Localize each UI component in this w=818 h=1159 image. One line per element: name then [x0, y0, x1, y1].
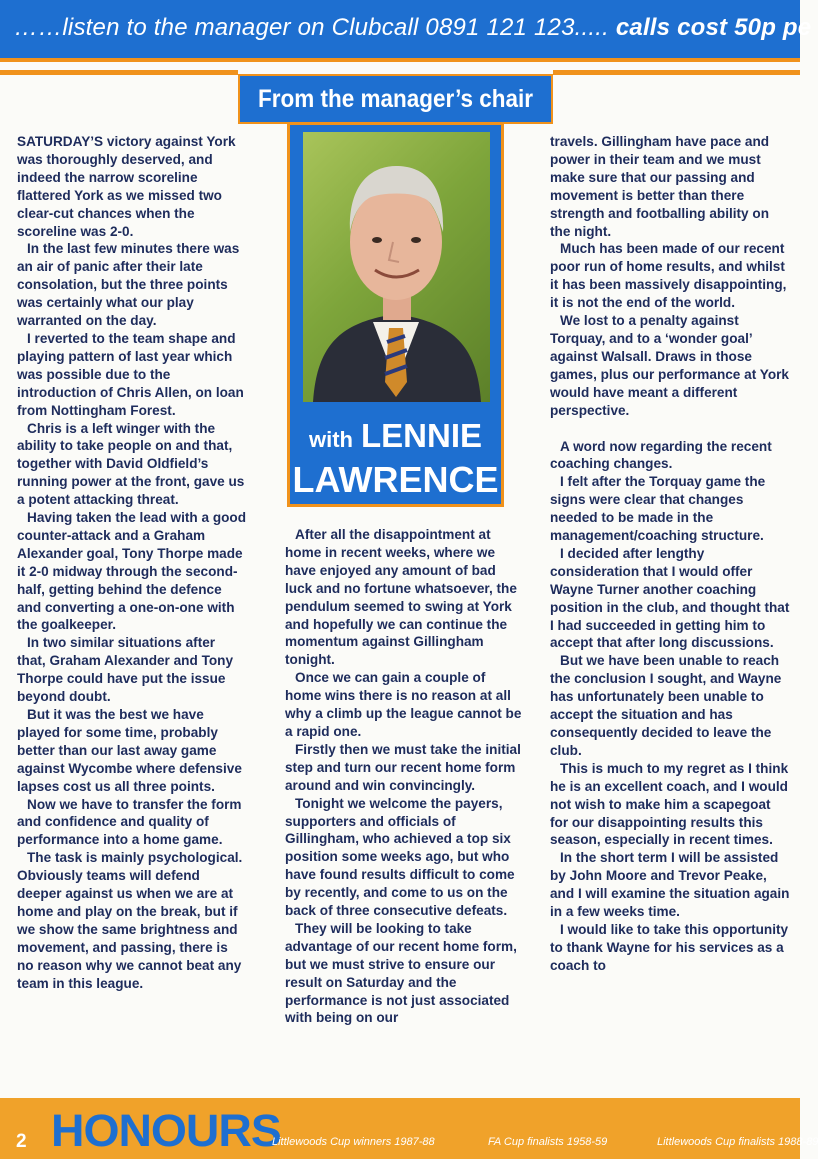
paragraph: Firstly then we must take the initial step and turn our recent home form around and win convincingly.	[285, 741, 521, 793]
paragraph: We lost to a penalty against Torquay, and to a ‘wonder goal’ against Walsall. Draws in those games, plus our performance at York would have meant a different perspective.	[550, 313, 789, 418]
paragraph: Having taken the lead with a good counter-attack and a Graham Alexander goal, Tony Thorpe made it 2-0 midway through the second-half, getting behind the defence and converting a one-on-one with the goalkeeper.	[17, 510, 247, 633]
byline-first-name: LENNIE	[360, 417, 482, 454]
honour-item: Littlewoods Cup finalists 1988-89	[657, 1136, 818, 1148]
paragraph: Now we have to transfer the form and confidence and quality of performance into a home game.	[17, 796, 242, 848]
clubcall-text	[14, 14, 811, 42]
paragraph: travels. Gillingham have pace and power in their team and we must make sure that our passing and movement is better than there strength and footballing ability on the night.	[550, 134, 770, 239]
paragraph: I reverted to the team shape and playing pattern of last year which was possible due to the introduction of Chris Allen, on loan from Nottingham Forest.	[17, 330, 244, 418]
byline-last-name: LAWRENCE	[292, 459, 499, 500]
paragraph: SATURDAY’S victory against York was thoroughly deserved, and indeed the narrow scoreline flattered York as we missed two clear-cut chances when the scoreline was 2-0.	[17, 134, 236, 239]
article-column-3	[550, 133, 790, 975]
paragraph: I decided after lengthy consideration that I would offer Wayne Turner another coaching position in the club, and thought that I had succeeded in getting him to accept that after long discussions.	[550, 545, 790, 651]
page-number: 2	[16, 1131, 27, 1152]
paragraph: They will be looking to take advantage of our recent home form, but we must strive to ensure our result on Saturday and the performance is not just associated with being on our	[285, 920, 517, 1026]
orange-divider-right	[553, 70, 800, 75]
paragraph: The task is mainly psychological. Obviously teams will defend deeper against us when we are at home and play on the break, but if we show the same brightness and movement, and passing, there is no reason why we cannot beat any team in this league.	[17, 850, 243, 991]
paragraph: Much has been made of our recent poor run of home results, and whilst it has been massively disappointing, it is not the end of the world.	[550, 241, 787, 311]
section-title: From the manager’s chair	[257, 85, 534, 113]
honour-item: Littlewoods Cup winners 1987-88	[272, 1136, 435, 1148]
orange-divider-left	[0, 70, 238, 75]
paragraph: But we have been unable to reach the conclusion I sought, and Wayne has unfortunately been unable to accept the situation and has consequently decided to leave the club.	[550, 653, 782, 758]
paragraph: Tonight we welcome the payers, supporters and officials of Gillingham, who achieved a top six position some weeks ago, but who have found results difficult to come by recently, and come to us on the back of three consecutive defeats.	[285, 795, 515, 919]
section-title-box	[238, 74, 553, 124]
paragraph: Chris is a left winger with the ability to take people on and that, together with David Oldfield’s running power at the front, gave us a potent attacking threat.	[17, 420, 245, 508]
honours-heading: HONOURS	[51, 1105, 281, 1156]
manager-photo-panel	[287, 122, 504, 507]
byline-line-1	[290, 417, 501, 455]
honour-item: FA Cup finalists 1958-59	[488, 1136, 608, 1148]
paragraph: In the short term I will be assisted by John Moore and Trevor Peake, and I will examine the situation again in a few weeks time.	[550, 850, 790, 920]
manager-portrait-illustration	[303, 132, 490, 402]
manager-portrait-photo	[303, 132, 490, 402]
clubcall-banner	[0, 0, 812, 62]
article-column-2	[285, 526, 525, 1027]
calls-cost-text: calls cost 50p pe	[615, 14, 812, 41]
paragraph: But it was the best we have played for some time, probably better than our last away game against Wycombe where defensive lapses cost us all three points.	[17, 707, 242, 794]
paragraph: I would like to take this opportunity to thank Wayne for his services as a coach to	[550, 921, 789, 973]
paragraph: In the last few minutes there was an air of panic after their late consolation, but the three points was certainly what our play warranted on the day.	[17, 241, 240, 329]
article-column-1	[17, 133, 247, 993]
clubcall-number-text: ……listen to the manager on Clubcall 0891 121 123.....	[14, 14, 609, 41]
paragraph: After all the disappointment at home in recent weeks, where we have enjoyed any amount of bad luck and no fortune whatsoever, the pendulum seemed to swing at York and hopefully we can continue the momentum against Gillingham tonight.	[285, 527, 517, 668]
paragraph: A word now regarding the recent coaching changes.	[550, 438, 772, 472]
byline-with: with	[308, 427, 353, 452]
paragraph: In two similar situations after that, Graham Alexander and Tony Thorpe could have put the issue beyond doubt.	[17, 635, 234, 705]
paragraph: Once we can gain a couple of home wins there is no reason at all why a climb up the league cannot be a rapid one.	[285, 670, 522, 739]
paragraph: This is much to my regret as I think he is an excellent coach, and I would not wish to make him a scapegoat for our disappointing results this season, especially in recent times.	[550, 760, 789, 848]
paragraph: I felt after the Torquay game the signs were clear that changes needed to be made in the management/coaching structure.	[550, 474, 766, 544]
